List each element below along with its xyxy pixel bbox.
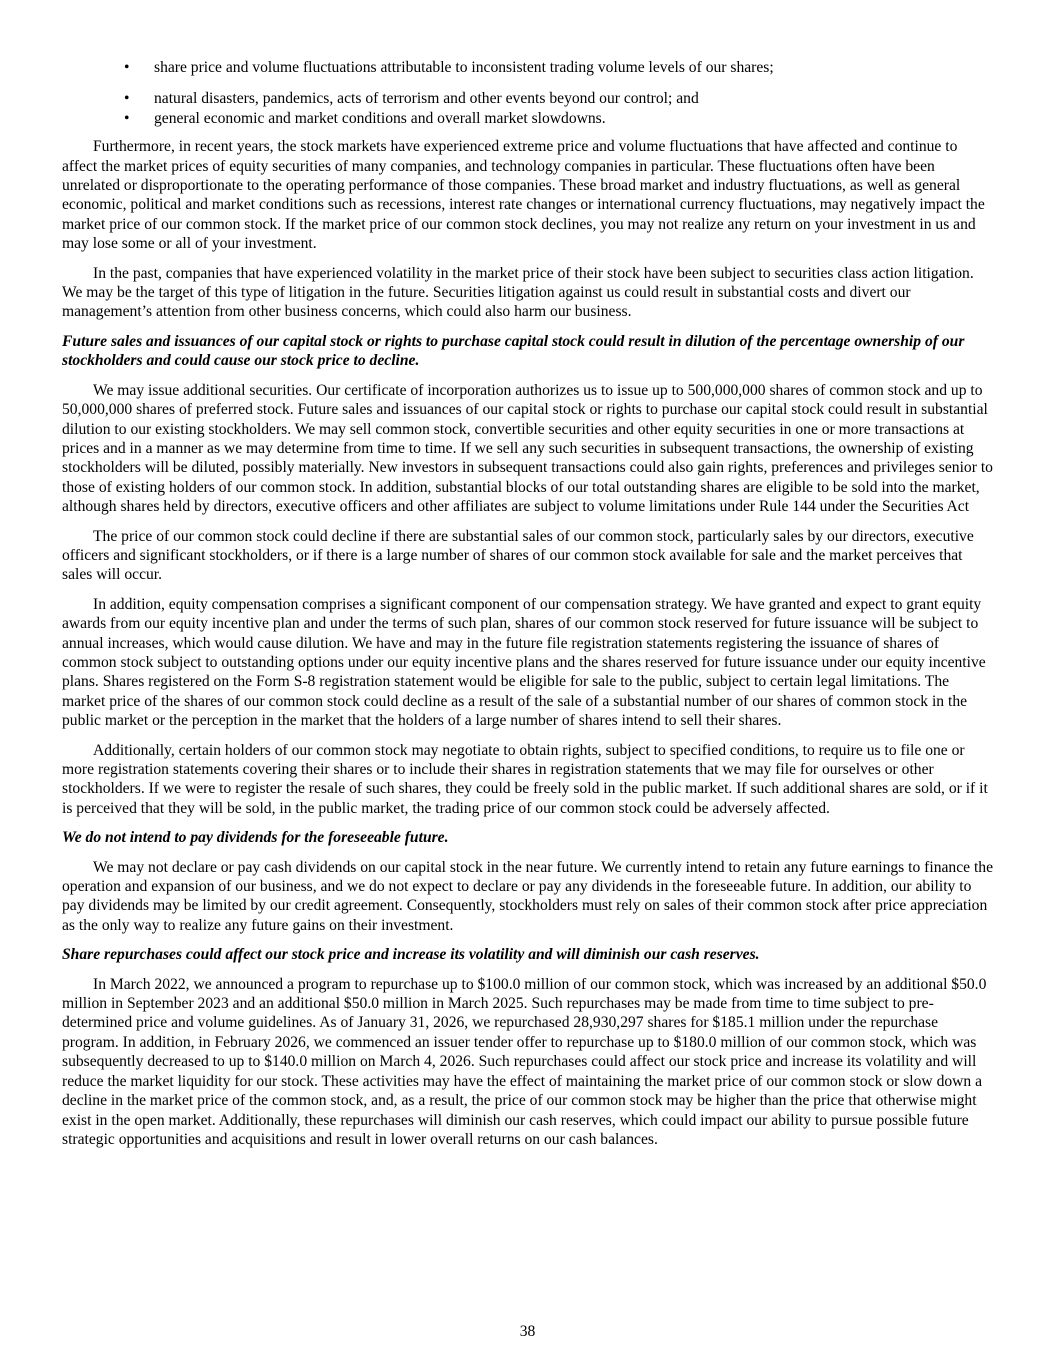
risk-factor-bullet-list (62, 58, 996, 128)
page-number: 38 (519, 1323, 536, 1340)
section-heading: Share repurchases could affect our stock price and increase its volatility and will diminish our cash reserves. (62, 946, 760, 964)
body-paragraph: Additionally, certain holders of our common stock may negotiate to obtain rights, subject to specified conditions, to require us to file one or more registration statements covering their shares or to include their shares in registration statements that we may file for ourselves or other stockholders. If we were to register the resale of such shares, they could be freely sold in the public market. If such additional shares are sold, or if it is perceived that they will be sold, in the public market, the trading price of our common stock could be adversely affected. (62, 741, 988, 817)
bullet-text: natural disasters, pandemics, acts of terrorism and other events beyond our control; and (154, 90, 699, 108)
bullet-item (62, 109, 996, 128)
body-paragraph: We may not declare or pay cash dividends on our capital stock in the near future. We currently intend to retain any future earnings to finance the operation and expansion of our business, and we do not expect to declare or pay any dividends in the foreseeable future. In addition, our ability to pay dividends may be limited by our credit agreement. Consequently, stockholders must rely on sales of their common stock after price appreciation as the only way to realize any future gains on their investment. (62, 858, 994, 934)
bullet-item (62, 89, 996, 108)
bullet-item (62, 58, 996, 77)
market-fluctuations-paragraph: Furthermore, in recent years, the stock markets have experienced extreme price and volume fluctuations that have affected and continue to affect the market prices of equity securities of many companies, and technology companies in particular. These fluctuations often have been unrelated or disproportionate to the operating performance of those companies. These broad market and industry fluctuations, as well as general economic, political and market conditions such as recessions, interest rate changes or international currency fluctuations, may negatively impact the market price of our common stock. If the market price of our common stock declines, you may not realize any return on your investment in us and may lose some or all of your investment. (62, 138, 985, 253)
bullet-icon: • (124, 109, 130, 127)
document-page (62, 58, 996, 1159)
bullet-text: general economic and market conditions and overall market slowdowns. (154, 109, 606, 127)
body-paragraph: In March 2022, we announced a program to repurchase up to $100.0 million of our common stock, which was increased by an additional $50.0 million in September 2023 and an additional $50.0 million in March 2025. Such repurchases may be made from time to time subject to pre-determined price and volume guidelines. As of January 31, 2026, we repurchased 28,930,297 shares for $185.1 million under the repurchase program. In addition, in February 2026, we commenced an issuer tender offer to repurchase up to $180.0 million of our common stock, which was subsequently decreased to up to $140.0 million on March 4, 2026. Such repurchases could affect our stock price and increase its volatility and will reduce the market liquidity for our stock. These activities may have the effect of maintaining the market price of our common stock or slow down a decline in the market price of the common stock, and, as a result, the price of our common stock may be higher than the price that otherwise might exist in the open market. Additionally, these repurchases will diminish our cash reserves, which could impact our ability to pursue possible future strategic opportunities and acquisitions and result in lower overall returns on our cash balances. (62, 975, 987, 1148)
share-repurchase-risk-section (62, 945, 996, 1149)
bullet-text: share price and volume fluctuations attributable to inconsistent trading volume levels of our shares; (154, 59, 774, 76)
body-paragraph: In addition, equity compensation comprises a significant component of our compensation strategy. We have granted and expect to grant equity awards from our equity incentive plan and under the terms of such plan, shares of our common stock reserved for future issuance will be subject to annual increases, which would cause dilution. We have and may in the future file registration statements registering the issuance of shares of common stock subject to outstanding options under our equity incentive plans and the shares reserved for future issuance under our equity incentive plans. Shares registered on the Form S-8 registration statement would be eligible for sale to the public, subject to certain legal limitations. The market price of the shares of our common stock could decline as a result of the sale of a substantial number of our shares of common stock in the public market or the perception in the market that the holders of a large number of shares intend to sell their shares. (62, 595, 986, 730)
dividends-risk-section (62, 828, 996, 935)
bullet-icon: • (124, 90, 130, 108)
section-heading: Future sales and issuances of our capital stock or rights to purchase capital stock could result in dilution of the percentage ownership of our stockholders and could cause our stock price to decline. (62, 332, 965, 370)
section-heading: We do not intend to pay dividends for the foreseeable future. (62, 829, 449, 847)
bullet-icon: • (124, 59, 130, 76)
class-action-paragraph: In the past, companies that have experienced volatility in the market price of their stock have been subject to securities class action litigation. We may be the target of this type of litigation in the future. Securities litigation against us could result in substantial costs and divert our management’s attention from other business concerns, which could also harm our business. (62, 264, 974, 321)
body-paragraph: We may issue additional securities. Our certificate of incorporation authorizes us to issue up to 500,000,000 shares of common stock and up to 50,000,000 shares of preferred stock. Future sales and issuances of our capital stock or rights to purchase our capital stock could result in substantial dilution to our existing stockholders. We may sell common stock, convertible securities and other equity securities in one or more transactions at prices and in a manner as we may determine from time to time. If we sell any such securities in subsequent transactions, the ownership of existing stockholders will be diluted, possibly materially. New investors in subsequent transactions could also gain rights, preferences and privileges senior to those of existing holders of our common stock. In addition, substantial blocks of our total outstanding shares are eligible to be sold into the market, although shares held by directors, executive officers and other affiliates are subject to volume limitations under Rule 144 under the Securities Act (62, 381, 993, 516)
dilution-risk-section (62, 332, 996, 818)
body-paragraph: The price of our common stock could decline if there are substantial sales of our common stock, particularly sales by our directors, executive officers and significant stockholders, or if there is a large number of shares of our common stock available for sale and the market perceives that sales will occur. (62, 527, 974, 584)
